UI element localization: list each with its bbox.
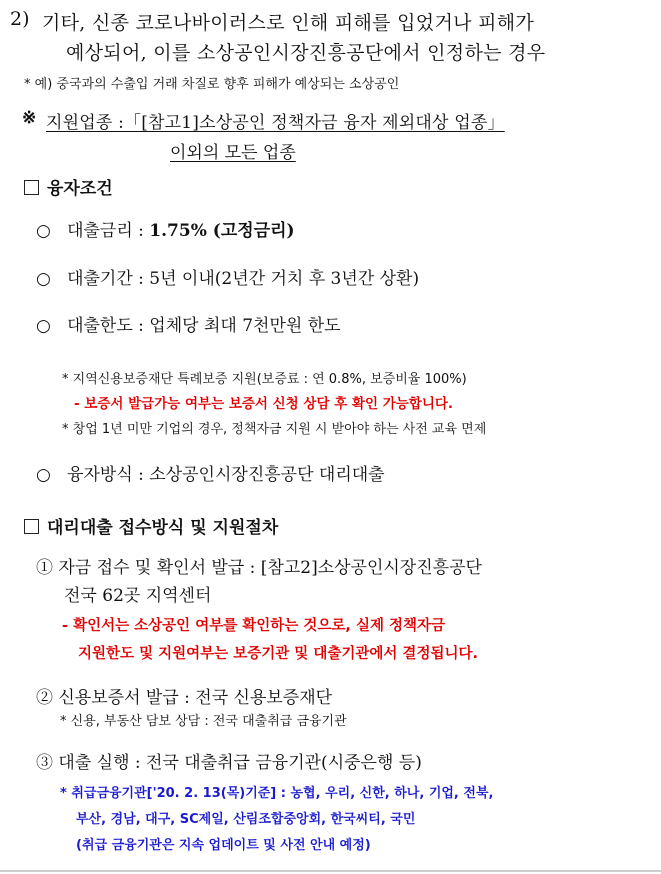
loan-terms-heading [24, 174, 113, 199]
item2-note: * 예) 중국과의 수출입 거래 차질로 향후 피해가 예상되는 소상공인 [24, 77, 400, 92]
step1-red2: 지원한도 및 지원여부는 보증기관 및 대출기관에서 결정됩니다. [78, 646, 478, 662]
bullet-icon: ○ [36, 465, 51, 485]
item2-line2: 예상되어, 이를 소상공인시장진흥공단에서 인정하는 경우 [66, 42, 546, 64]
industry-line2: 이외의 모든 업종 [170, 143, 296, 163]
method-text: 융자방식 : 소상공인시장진흥공단 대리대출 [67, 465, 385, 485]
procedure-heading [24, 513, 278, 538]
step3-blue1: * 취급금융기관['20. 2. 13(목)기준] : 농협, 우리, 신한, 하나, 기업, 전북, [60, 786, 494, 801]
step1-red1: - 확인서는 소상공인 여부를 확인하는 것으로, 실제 정책자금 [62, 618, 446, 634]
checkbox-icon [24, 519, 39, 534]
checkbox-icon [24, 180, 39, 195]
rate-label: 대출금리 : [67, 221, 150, 241]
item2-number: 2) [10, 8, 30, 30]
page-bottom-divider [0, 870, 661, 872]
step1-line1: ① 자금 접수 및 확인서 발급 : [참고2]소상공인시장진흥공단 [36, 558, 482, 578]
guarantee-note: * 지역신용보증재단 특례보증 지원(보증료 : 연 0.8%, 보증비율 100%) [62, 372, 467, 387]
procedure-heading-text: 대리대출 접수방식 및 지원절차 [47, 518, 279, 538]
period-text: 대출기간 : 5년 이내(2년간 거치 후 3년간 상환) [67, 269, 420, 289]
limit-text: 대출한도 : 업체당 최대 7천만원 한도 [67, 316, 341, 336]
bullet-icon: ○ [36, 316, 51, 336]
startup-note: * 창업 1년 미만 기업의 경우, 정책자금 지원 시 받아야 하는 사전 교육 면제 [62, 422, 487, 437]
industry-line1: 지원업종 :「[참고1]소상공인 정책자금 융자 제외대상 업종」 [46, 113, 505, 133]
bullet-icon: ○ [36, 269, 51, 289]
step2-note: * 신용, 부동산 담보 상담 : 전국 대출취급 금융기관 [60, 714, 347, 729]
guarantee-red-note: - 보증서 발급가능 여부는 보증서 신청 상담 후 확인 가능합니다. [74, 396, 454, 412]
step1-line2: 전국 62곳 지역센터 [64, 586, 212, 606]
industry-mark: ※ [22, 108, 37, 128]
step3-line1: ③ 대출 실행 : 전국 대출취급 금융기관(시중은행 등) [36, 753, 422, 773]
step2-line1: ② 신용보증서 발급 : 전국 신용보증재단 [36, 688, 333, 708]
rate-value: 1.75% (고정금리) [149, 221, 295, 241]
step3-blue2: 부산, 경남, 대구, SC제일, 산림조합중앙회, 한국씨티, 국민 [76, 812, 416, 827]
rate-item [36, 216, 295, 241]
step3-blue3: (취급 금융기관은 지속 업데이트 및 사전 안내 예정) [76, 838, 371, 853]
limit-item [36, 311, 341, 336]
period-item [36, 264, 419, 289]
loan-terms-heading-text: 융자조건 [47, 179, 113, 199]
method-item [36, 460, 385, 485]
bullet-icon: ○ [36, 221, 51, 241]
item2-line1: 기타, 신종 코로나바이러스로 인해 피해를 입었거나 피해가 [42, 12, 535, 34]
